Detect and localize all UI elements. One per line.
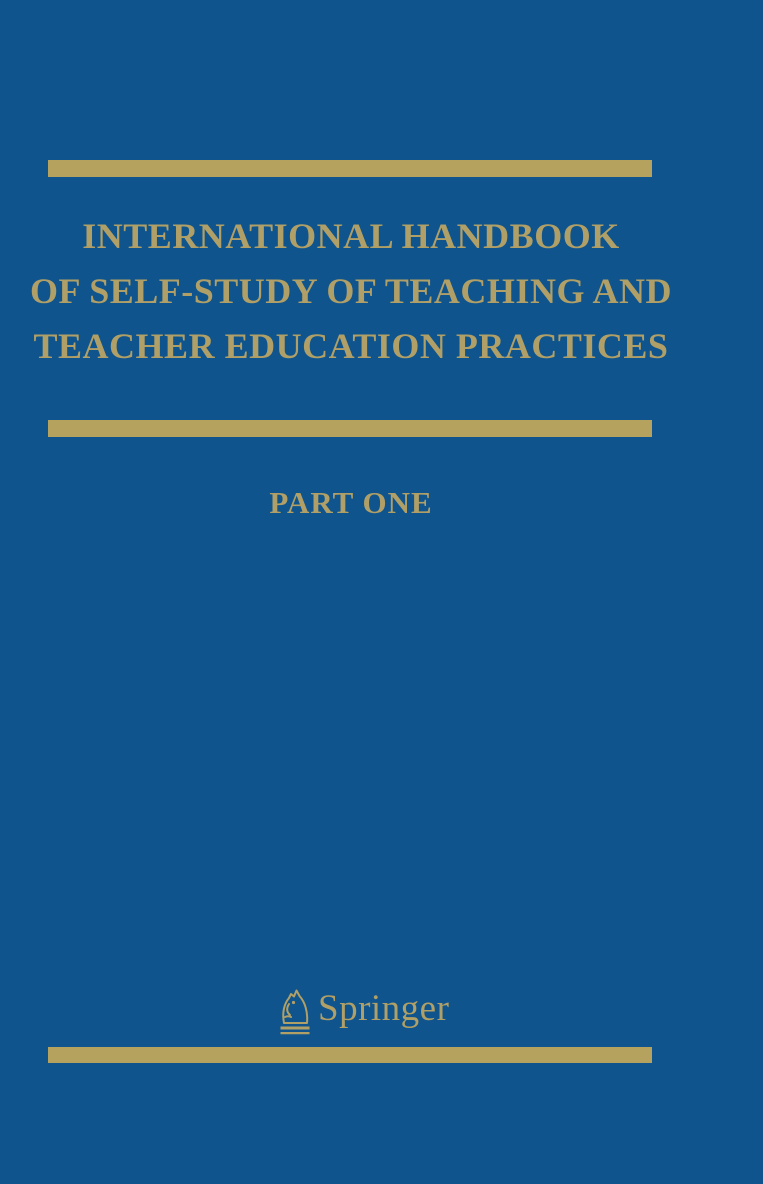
- gold-rule-middle: [48, 420, 652, 437]
- part-label: PART ONE: [269, 485, 433, 520]
- publisher-name: Springer: [318, 988, 450, 1029]
- springer-horse-icon: [277, 986, 313, 1036]
- book-title: [0, 209, 702, 374]
- title-line-2: OF SELF-STUDY OF TEACHING AND: [30, 271, 672, 311]
- title-line-1: INTERNATIONAL HANDBOOK: [82, 216, 620, 256]
- gold-rule-top: [48, 160, 652, 177]
- title-line-3: TEACHER EDUCATION PRACTICES: [33, 326, 669, 366]
- gold-rule-bottom: [48, 1047, 652, 1063]
